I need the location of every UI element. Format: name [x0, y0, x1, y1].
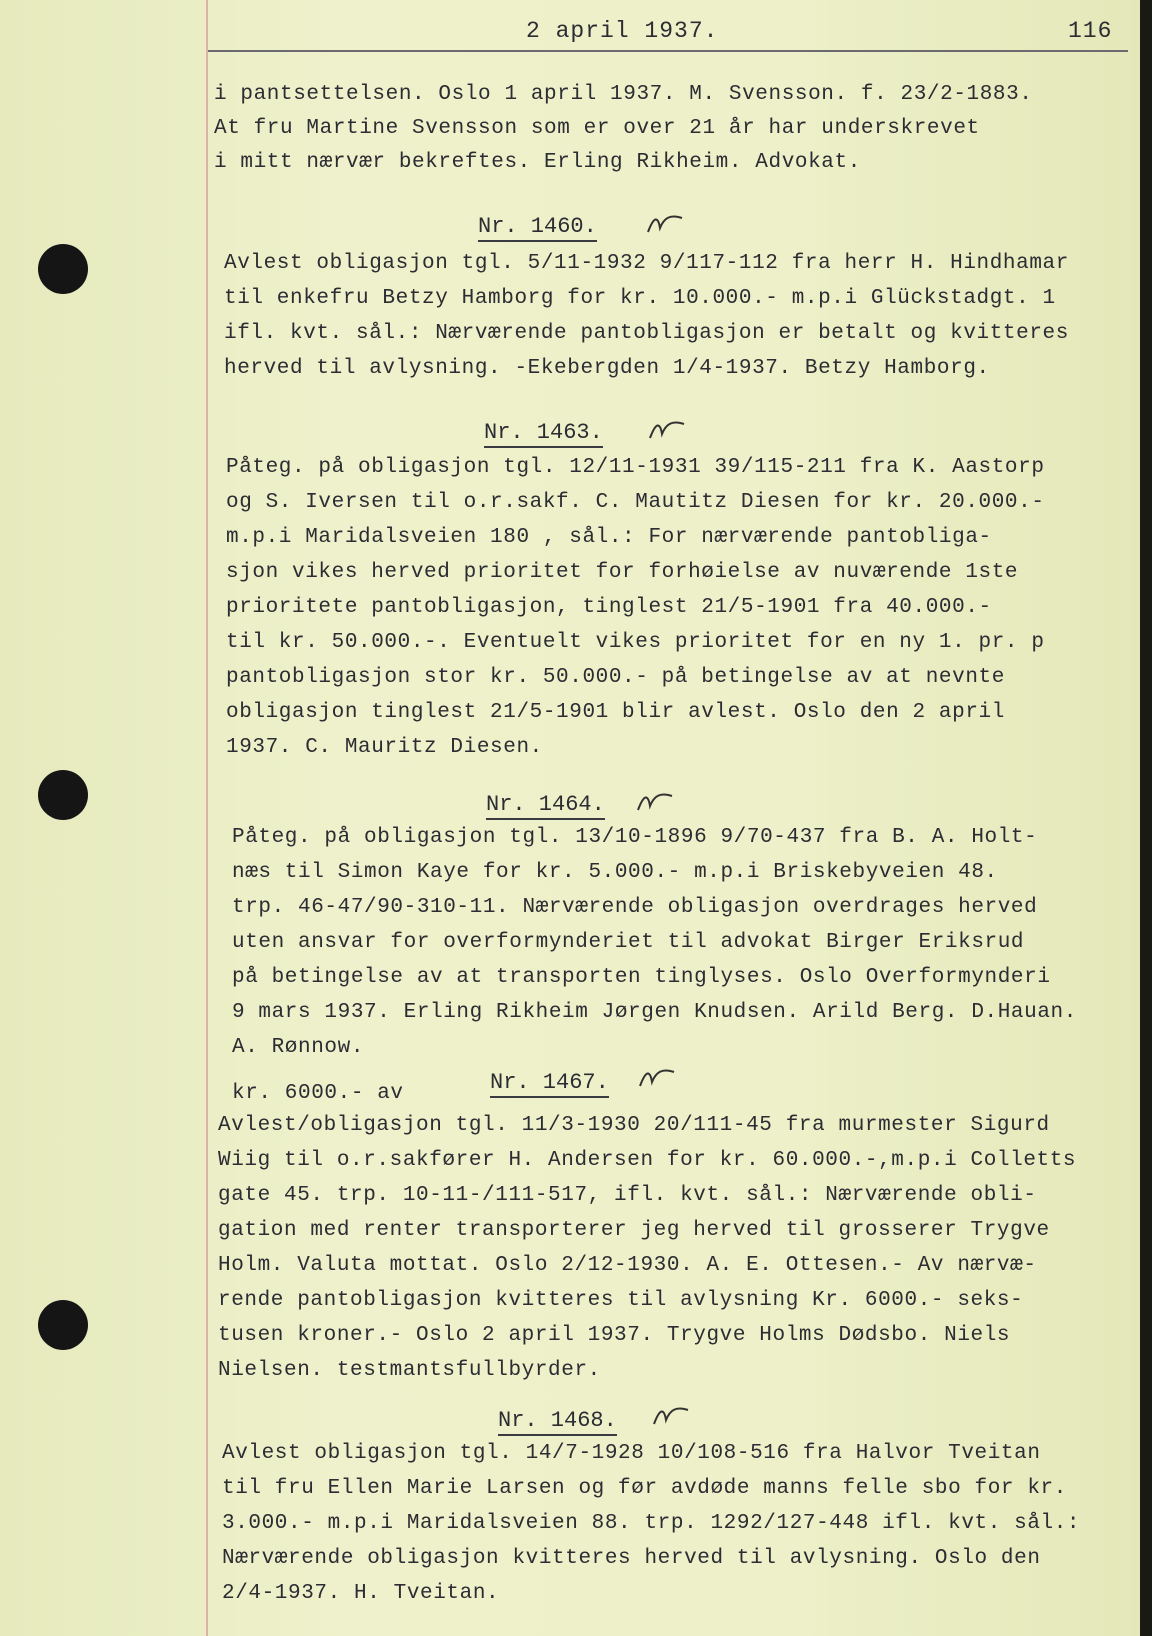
text-line: herved til avlysning. -Ekebergden 1/4-1937. Betzy Hamborg.: [224, 357, 990, 380]
entry-number: Nr. 1468.: [498, 1408, 617, 1433]
text-line: gate 45. trp. 10-11-/111-517, ifl. kvt. sål.: Nærværende obli-: [218, 1184, 1037, 1207]
text-line: obligasjon tinglest 21/5-1901 blir avlest. Oslo den 2 april: [226, 701, 1005, 724]
text-line: næs til Simon Kaye for kr. 5.000.- m.p.i Briskebyveien 48.: [232, 861, 998, 884]
text-line: trp. 46-47/90-310-11. Nærværende obligasjon overdrages herved: [232, 896, 1038, 919]
text-line: Nielsen. testmantsfullbyrder.: [218, 1359, 601, 1382]
page-number: 116: [1068, 18, 1113, 44]
text-line: og S. Iversen til o.r.sakf. C. Mautitz Diesen for kr. 20.000.-: [226, 491, 1045, 514]
handwritten-initial-icon: [638, 1066, 678, 1090]
entry-number: Nr. 1460.: [478, 214, 597, 239]
handwritten-initial-icon: [652, 1404, 692, 1428]
text-line: i pantsettelsen. Oslo 1 april 1937. M. Svensson. f. 23/2-1883.: [214, 83, 1033, 106]
entry-number: Nr. 1464.: [486, 792, 605, 817]
text-line: rende pantobligasjon kvitteres til avlysning Kr. 6000.- seks-: [218, 1289, 1024, 1312]
text-line: gation med renter transporterer jeg herved til grosserer Trygve: [218, 1219, 1050, 1242]
margin-rule: [206, 0, 208, 1636]
text-line: i mitt nærvær bekreftes. Erling Rikheim. Advokat.: [214, 151, 861, 174]
entry-number: Nr. 1463.: [484, 420, 603, 445]
punch-hole: [38, 244, 88, 294]
header-date: 2 april 1937.: [526, 18, 719, 44]
text-line: uten ansvar for overformynderiet til advokat Birger Eriksrud: [232, 931, 1025, 954]
text-line: Avlest obligasjon tgl. 14/7-1928 10/108-516 fra Halvor Tveitan: [222, 1442, 1041, 1465]
text-line: 2/4-1937. H. Tveitan.: [222, 1582, 500, 1605]
text-line: prioritete pantobligasjon, tinglest 21/5-1901 fra 40.000.-: [226, 596, 992, 619]
text-line: Påteg. på obligasjon tgl. 12/11-1931 39/115-211 fra K. Aastorp: [226, 456, 1045, 479]
text-line: m.p.i Maridalsveien 180 , sål.: For nærværende pantobliga-: [226, 526, 992, 549]
text-line: 3.000.- m.p.i Maridalsveien 88. trp. 1292/127-448 ifl. kvt. sål.:: [222, 1512, 1081, 1535]
text-line: At fru Martine Svensson som er over 21 år har underskrevet: [214, 117, 980, 140]
text-line: pantobligasjon stor kr. 50.000.- på betingelse av at nevnte: [226, 666, 1005, 689]
text-line: Nærværende obligasjon kvitteres herved til avlysning. Oslo den: [222, 1547, 1041, 1570]
punch-hole: [38, 770, 88, 820]
text-line: Wiig til o.r.sakfører H. Andersen for kr. 60.000.-,m.p.i Colletts: [218, 1149, 1077, 1172]
handwritten-initial-icon: [646, 212, 686, 236]
text-line: 1937. C. Mauritz Diesen.: [226, 736, 543, 759]
text-line: til fru Ellen Marie Larsen og før avdøde manns felle sbo for kr.: [222, 1477, 1067, 1500]
text-line: Avlest obligasjon tgl. 5/11-1932 9/117-112 fra herr H. Hindhamar: [224, 252, 1069, 275]
header-rule: [208, 50, 1128, 52]
text-line: ifl. kvt. sål.: Nærværende pantobligasjon er betalt og kvitteres: [224, 322, 1069, 345]
text-line: på betingelse av at transporten tinglyses. Oslo Overformynderi: [232, 966, 1051, 989]
text-line: Avlest/obligasjon tgl. 11/3-1930 20/111-45 fra murmester Sigurd: [218, 1114, 1050, 1137]
text-line: til enkefru Betzy Hamborg for kr. 10.000.- m.p.i Glückstadgt. 1: [224, 287, 1056, 310]
handwritten-initial-icon: [648, 418, 688, 442]
text-line: tusen kroner.- Oslo 2 april 1937. Trygve Holms Dødsbo. Niels: [218, 1324, 1011, 1347]
text-line: Holm. Valuta mottat. Oslo 2/12-1930. A. E. Ottesen.- Av nærvæ-: [218, 1254, 1037, 1277]
text-line: til kr. 50.000.-. Eventuelt vikes prioritet for en ny 1. pr. p: [226, 631, 1045, 654]
text-line: 9 mars 1937. Erling Rikheim Jørgen Knudsen. Arild Berg. D.Hauan.: [232, 1001, 1077, 1024]
text-line: Påteg. på obligasjon tgl. 13/10-1896 9/70-437 fra B. A. Holt-: [232, 826, 1038, 849]
punch-hole: [38, 1300, 88, 1350]
entry-number: Nr. 1467.: [490, 1070, 609, 1095]
text-line: A. Rønnow.: [232, 1036, 365, 1059]
inserted-note: kr. 6000.- av: [232, 1082, 404, 1105]
text-line: sjon vikes herved prioritet for forhøielse av nuværende 1ste: [226, 561, 1019, 584]
handwritten-initial-icon: [636, 790, 676, 814]
